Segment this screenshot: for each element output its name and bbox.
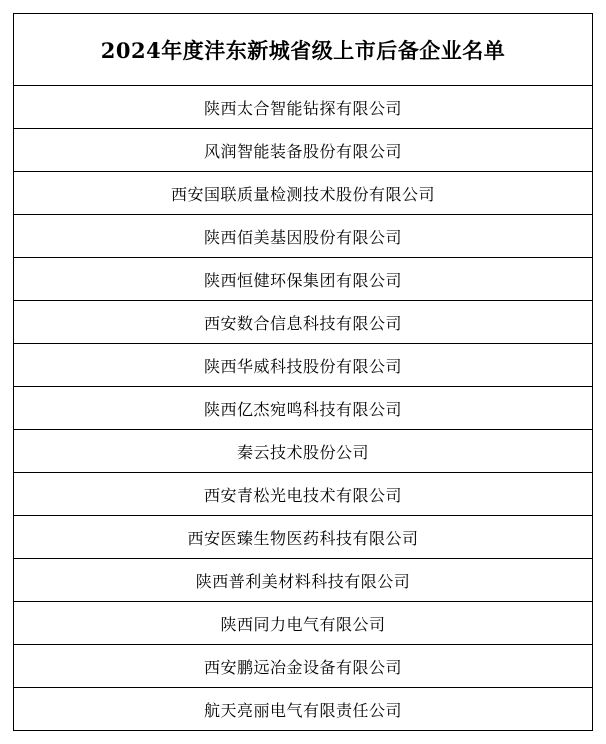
- company-name: 西安青松光电技术有限公司: [14, 473, 593, 516]
- company-name: 西安国联质量检测技术股份有限公司: [14, 172, 593, 215]
- company-name: 西安数合信息科技有限公司: [14, 301, 593, 344]
- company-name: 陕西同力电气有限公司: [14, 602, 593, 645]
- company-name: 航天亮丽电气有限责任公司: [14, 688, 593, 731]
- table-row: [14, 387, 593, 430]
- table-row: [14, 559, 593, 602]
- company-name: 西安鹏远冶金设备有限公司: [14, 645, 593, 688]
- table-row: [14, 172, 593, 215]
- table-row: [14, 215, 593, 258]
- company-name: 陕西华威科技股份有限公司: [14, 344, 593, 387]
- table-row: [14, 645, 593, 688]
- table-row: [14, 430, 593, 473]
- table-row: [14, 473, 593, 516]
- table-body: [14, 14, 593, 731]
- company-name: 秦云技术股份公司: [14, 430, 593, 473]
- table-row: [14, 86, 593, 129]
- company-name: 陕西恒健环保集团有限公司: [14, 258, 593, 301]
- table-row: [14, 129, 593, 172]
- company-name: 陕西普利美材料科技有限公司: [14, 559, 593, 602]
- company-name: 西安医臻生物医药科技有限公司: [14, 516, 593, 559]
- company-list-table: [13, 13, 593, 731]
- document-title: 2024年度沣东新城省级上市后备企业名单: [14, 14, 593, 86]
- company-name: 陕西太合智能钻探有限公司: [14, 86, 593, 129]
- company-name: 陕西亿杰宛鸣科技有限公司: [14, 387, 593, 430]
- table-row: [14, 301, 593, 344]
- table-row: [14, 516, 593, 559]
- company-name: 风润智能装备股份有限公司: [14, 129, 593, 172]
- table-row: [14, 258, 593, 301]
- company-name: 陕西佰美基因股份有限公司: [14, 215, 593, 258]
- table-row: [14, 344, 593, 387]
- title-row: [14, 14, 593, 86]
- table-row: [14, 602, 593, 645]
- table-row: [14, 688, 593, 731]
